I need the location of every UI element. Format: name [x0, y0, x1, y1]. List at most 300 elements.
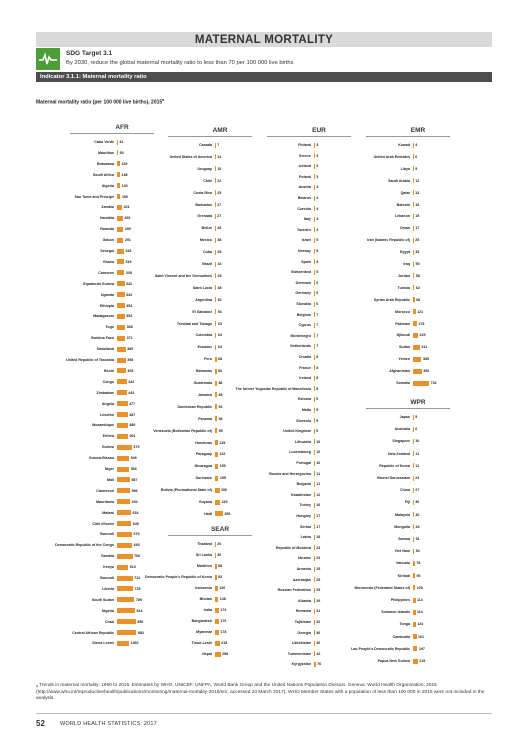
mmr-value-label: 6	[415, 154, 418, 159]
mmr-value-label: 398	[127, 358, 134, 362]
country-row	[310, 620, 410, 628]
mmr-value-label: 92	[218, 404, 223, 409]
country-label: Grenada	[197, 214, 212, 219]
country-label: Republic of Korea	[379, 463, 410, 468]
mmr-bar	[413, 333, 418, 338]
country-row	[14, 138, 114, 146]
country-label: Burundi	[100, 532, 114, 537]
country-row	[211, 533, 311, 541]
mmr-value-label: 23	[316, 545, 321, 550]
country-row	[211, 173, 311, 181]
country-row	[112, 320, 212, 328]
mmr-value-label: 23	[415, 476, 420, 480]
country-row	[112, 367, 212, 375]
country-label: Eritrea	[102, 434, 114, 439]
country-label: Argentina	[195, 297, 212, 302]
mmr-value-label: 814	[136, 608, 143, 613]
country-label: Central African Republic	[72, 630, 114, 635]
mmr-value-label: 693	[133, 543, 140, 548]
country-label: Iran (Islamic Republic of)	[367, 238, 410, 243]
country-row	[112, 562, 212, 570]
country-row	[112, 201, 212, 209]
country-row	[112, 236, 212, 244]
mmr-value-label: 7	[316, 323, 319, 328]
country-row	[14, 193, 114, 201]
mmr-value-label: 54	[217, 309, 222, 314]
country-label: Democratic People's Republic of Korea	[145, 575, 212, 579]
region-heading-wpr: WPR	[410, 399, 426, 406]
mmr-value-label: 7	[316, 312, 319, 317]
country-row	[14, 225, 114, 233]
mmr-value-label: 3	[316, 174, 319, 179]
mmr-value-label: 64	[217, 333, 222, 338]
country-label: Togo	[105, 325, 114, 330]
mmr-value-label: 335	[125, 270, 132, 275]
country-row	[112, 189, 212, 197]
mmr-value-label: 4	[316, 227, 319, 232]
country-row	[14, 291, 114, 299]
country-row	[14, 607, 114, 615]
country-row	[211, 385, 311, 393]
mmr-value-label: 124	[417, 622, 424, 627]
mmr-value-label: 5	[316, 259, 319, 264]
country-row	[310, 596, 410, 604]
mmr-value-label: 215	[419, 659, 426, 663]
country-row	[211, 162, 311, 170]
country-row	[14, 323, 114, 331]
country-row	[211, 586, 311, 594]
country-row	[310, 486, 410, 494]
country-row	[211, 639, 311, 647]
country-row	[310, 657, 410, 665]
country-label: Afghanistan	[389, 369, 410, 374]
country-row	[211, 342, 311, 350]
country-row	[112, 153, 212, 161]
indicator-bar: Indicator 3.1.1: Maternal mortality ratio	[36, 72, 492, 82]
country-row	[211, 194, 311, 202]
mmr-value-label: 4	[316, 217, 319, 222]
country-label: Senegal	[100, 249, 114, 253]
country-row	[211, 258, 311, 266]
country-label: Croatia	[298, 355, 311, 359]
country-row	[112, 272, 212, 280]
country-row	[310, 367, 410, 375]
country-label: Brunei Darussalam	[377, 476, 410, 480]
country-row	[310, 272, 410, 280]
mmr-bar	[413, 659, 418, 664]
country-label: Syrian Arab Republic	[373, 297, 410, 302]
mmr-value-label: 5	[316, 249, 319, 253]
country-label: Israel	[301, 238, 311, 243]
country-label: Poland	[299, 174, 311, 179]
country-label: Norway	[298, 249, 311, 253]
country-row	[211, 215, 311, 223]
region-heading-emr: EMR	[410, 127, 426, 134]
mmr-value-label: 25	[316, 567, 321, 571]
mmr-value-label: 679	[133, 532, 140, 537]
country-row	[211, 236, 311, 244]
mmr-value-label: 25	[217, 190, 222, 195]
country-row	[112, 639, 212, 647]
country-label: Bangladesh	[191, 619, 212, 623]
mmr-value-label: 3	[316, 164, 319, 169]
country-label: Guinea-Bissau	[88, 456, 114, 461]
country-row	[112, 379, 212, 387]
mmr-value-label: 36	[316, 641, 321, 646]
country-label: United Kingdom	[283, 429, 311, 434]
country-label: Malawi	[102, 510, 114, 515]
country-row	[310, 177, 410, 185]
mmr-value-label: 229	[221, 500, 228, 504]
country-row	[211, 417, 311, 425]
mmr-value-label: 15	[217, 166, 222, 171]
mmr-value-label: 6	[415, 427, 418, 432]
country-row	[14, 639, 114, 647]
country-label: Luxembourg	[289, 450, 311, 455]
country-row	[310, 523, 410, 531]
country-label: Equatorial Guinea	[83, 281, 114, 286]
mmr-value-label: 27	[217, 202, 222, 207]
mmr-value-label: 206	[221, 488, 228, 493]
mmr-value-label: 42	[119, 140, 124, 144]
country-label: Austria	[298, 185, 311, 190]
country-label: Pakistan	[395, 321, 410, 326]
country-row	[211, 618, 311, 626]
mmr-value-label: 126	[219, 586, 226, 590]
country-label: Paraguay	[195, 452, 212, 457]
sdg-goal-3-heartbeat-icon	[36, 48, 60, 70]
country-row	[211, 554, 311, 562]
mmr-value-label: 40	[415, 512, 420, 517]
country-row	[14, 236, 114, 244]
mmr-value-label: 343	[126, 292, 133, 297]
mmr-value-label: 3	[316, 143, 319, 147]
country-row	[211, 660, 311, 668]
country-row	[112, 439, 212, 447]
mmr-value-label: 882	[137, 630, 144, 635]
mmr-bar	[314, 386, 315, 391]
country-row	[14, 389, 114, 397]
country-label: Saint Lucia	[192, 285, 212, 290]
country-row	[211, 438, 311, 446]
country-label: Guatemala	[193, 381, 212, 385]
country-label: Lesotho	[100, 412, 114, 417]
country-label: Solomon Islands	[381, 610, 410, 615]
mmr-bar	[413, 549, 414, 554]
country-label: Cameroon	[96, 488, 114, 493]
country-label: Guinea	[101, 445, 114, 450]
mmr-value-label: 25	[316, 577, 321, 582]
mmr-value-label: 25	[415, 238, 420, 243]
mmr-value-label: 28	[217, 226, 222, 231]
mmr-value-label: 17	[316, 524, 321, 529]
mmr-value-label: 12	[316, 492, 321, 497]
mmr-value-label: 487	[129, 412, 136, 417]
country-row	[14, 280, 114, 288]
mmr-value-label: 38	[217, 238, 222, 243]
country-row	[14, 596, 114, 604]
mmr-value-label: 553	[130, 467, 137, 471]
footer-divider	[36, 713, 492, 714]
mmr-bar	[413, 297, 415, 302]
country-row	[112, 415, 212, 423]
country-label: Singapore	[392, 439, 410, 444]
country-label: Burundi	[100, 576, 114, 580]
country-row	[211, 523, 311, 531]
country-row	[14, 421, 114, 429]
country-label: Gabon	[102, 238, 114, 243]
country-row	[211, 597, 311, 605]
mmr-bar	[413, 439, 414, 444]
mmr-value-label: 90	[416, 573, 421, 578]
country-label: Congo	[102, 379, 114, 384]
country-label: Timor-Leste	[191, 641, 212, 645]
mmr-value-label: 82	[218, 575, 223, 579]
country-row	[14, 171, 114, 179]
country-label: Finland	[298, 143, 311, 147]
country-label: Egypt	[400, 250, 410, 255]
country-label: Honduras	[195, 440, 212, 445]
country-row	[211, 544, 311, 552]
country-row	[310, 450, 410, 458]
mmr-value-label: 732	[430, 381, 437, 385]
country-row	[112, 343, 212, 351]
country-row	[112, 450, 212, 458]
mmr-value-label: 161	[418, 634, 425, 639]
country-label: Niger	[104, 467, 114, 471]
mmr-value-label: 8	[316, 355, 319, 359]
mmr-value-label: 587	[131, 477, 138, 482]
mmr-bar	[413, 357, 421, 362]
country-label: Spain	[301, 259, 311, 264]
country-row	[112, 551, 212, 559]
sdg-target-description: By 2030, reduce the global maternal mortality ratio to less than 70 per 100 000 live births	[66, 60, 294, 66]
mmr-value-label: 178	[220, 630, 227, 634]
mmr-value-label: 11	[316, 471, 321, 476]
country-row	[112, 462, 212, 470]
country-row	[112, 141, 212, 149]
country-label: Benin	[104, 368, 114, 373]
country-label: Ukraine	[297, 556, 311, 561]
country-row	[310, 355, 410, 363]
country-label: Barbados	[195, 202, 212, 207]
region-heading-amr: AMR	[212, 127, 228, 134]
mmr-value-label: 10	[316, 439, 321, 444]
country-label: Bosnia and Herzegovina	[269, 471, 311, 476]
country-row	[310, 425, 410, 433]
mmr-value-label: 10	[316, 450, 321, 455]
mmr-bar	[413, 238, 414, 243]
mmr-value-label: 94	[218, 416, 223, 421]
country-row	[310, 236, 410, 244]
mmr-bar	[413, 512, 414, 517]
country-label: Kuwait	[398, 143, 410, 147]
mmr-bar	[413, 537, 414, 542]
mmr-bar	[413, 488, 414, 493]
mmr-value-label: 549	[130, 456, 137, 461]
country-row	[14, 182, 114, 190]
country-row	[112, 650, 212, 658]
mmr-bar	[413, 250, 414, 255]
mmr-value-label: 4	[415, 143, 418, 147]
mmr-value-label: 291	[124, 238, 131, 243]
country-row	[310, 189, 410, 197]
country-label: Bahrain	[396, 202, 410, 207]
country-label: Serbia	[300, 524, 311, 529]
mmr-value-label: 371	[126, 336, 133, 341]
country-label: Hungary	[296, 514, 311, 518]
country-row	[211, 205, 311, 213]
mmr-value-label: 725	[134, 586, 141, 591]
mmr-value-label: 68	[218, 357, 222, 362]
mmr-value-label: 89	[218, 392, 223, 397]
country-row	[14, 356, 114, 364]
country-label: Sri Lanka	[195, 553, 212, 557]
mmr-bar	[413, 573, 415, 578]
mmr-value-label: 602	[131, 499, 138, 504]
country-label: Viet Nam	[394, 549, 410, 554]
country-row	[310, 572, 410, 580]
country-label: Belgium	[296, 312, 311, 317]
mmr-value-label: 13	[415, 190, 420, 195]
country-row	[14, 552, 114, 560]
country-label: Tunisia	[397, 285, 410, 290]
country-label: Montenegro	[290, 333, 311, 338]
mmr-value-label: 11	[316, 482, 321, 487]
mmr-value-label: 44	[415, 524, 420, 529]
country-label: Latvia	[300, 535, 311, 540]
country-label: Maldives	[196, 564, 212, 568]
region-heading-rule	[168, 136, 252, 137]
country-row	[310, 224, 410, 232]
mmr-value-label: 9	[316, 397, 319, 402]
mmr-value-label: 50	[415, 262, 420, 266]
country-label: Jordan	[398, 273, 410, 278]
mmr-bar	[413, 561, 415, 566]
mmr-bar	[314, 397, 315, 402]
mmr-value-label: 311	[421, 345, 428, 350]
country-label: Sierra Leone	[92, 641, 114, 646]
country-label: Bhutan	[199, 597, 212, 601]
country-row	[14, 585, 114, 593]
country-label: Portugal	[296, 461, 311, 465]
mmr-value-label: 7	[316, 344, 319, 349]
mmr-bar	[413, 273, 414, 278]
country-row	[14, 269, 114, 277]
country-label: Nicaragua	[194, 464, 212, 469]
country-label: Brazil	[202, 262, 212, 266]
mmr-value-label: 148	[219, 597, 226, 601]
country-label: Democratic Republic of the Congo	[55, 543, 114, 548]
country-label: Jamaica	[197, 392, 212, 397]
mmr-value-label: 54	[415, 549, 420, 554]
country-row	[112, 510, 212, 518]
mmr-bar	[413, 226, 414, 231]
country-row	[14, 520, 114, 528]
country-row	[211, 607, 311, 615]
country-label: Liberia	[102, 586, 114, 591]
country-row	[211, 364, 311, 372]
country-row	[14, 476, 114, 484]
country-row	[211, 300, 311, 308]
mmr-bar	[413, 166, 414, 171]
country-label: Haiti	[204, 511, 212, 516]
mmr-value-label: 5	[316, 270, 319, 275]
country-label: Mauritania	[96, 499, 114, 504]
country-row	[14, 400, 114, 408]
country-row	[310, 331, 410, 339]
country-row	[310, 584, 410, 592]
mmr-value-label: 5	[415, 415, 418, 419]
country-label: Uruguay	[197, 166, 212, 171]
country-row	[112, 248, 212, 256]
country-label: Papua New Guinea	[377, 659, 410, 663]
region-heading-rule	[366, 408, 450, 409]
mmr-value-label: 11	[415, 463, 420, 468]
country-label: Morocco	[395, 309, 410, 314]
mmr-value-label: 27	[415, 488, 420, 493]
mmr-value-label: 353	[126, 314, 133, 319]
country-label: Sudan	[399, 345, 410, 350]
mmr-bar	[413, 178, 414, 183]
mmr-value-label: 52	[217, 297, 222, 302]
country-row	[211, 512, 311, 520]
mmr-bar	[413, 524, 414, 529]
mmr-value-label: 477	[129, 401, 136, 406]
country-label: France	[299, 365, 311, 370]
country-label: Estonia	[298, 397, 311, 402]
country-label: Ireland	[299, 376, 311, 381]
country-label: Greece	[298, 153, 311, 158]
mmr-value-label: 215	[221, 641, 228, 645]
country-label: Burkina Faso	[91, 336, 114, 341]
country-label: Angola	[101, 401, 114, 406]
mmr-value-label: 44	[217, 262, 222, 266]
mmr-bar	[117, 521, 131, 526]
mmr-bar	[413, 154, 414, 159]
country-row	[14, 411, 114, 419]
mmr-value-label: 396	[423, 369, 430, 374]
mmr-value-label: 30	[415, 500, 420, 505]
country-label: Tonga	[399, 622, 410, 627]
country-row	[14, 465, 114, 473]
country-row	[310, 308, 410, 316]
country-row	[14, 487, 114, 495]
country-row	[14, 258, 114, 266]
country-row	[310, 511, 410, 519]
country-label: Zimbabwe	[96, 390, 114, 395]
mmr-value-label: 68	[416, 297, 420, 302]
country-label: Philippines	[390, 598, 410, 602]
country-row	[310, 284, 410, 292]
country-row	[112, 296, 212, 304]
mmr-value-label: 100	[416, 585, 423, 590]
country-row	[14, 312, 114, 320]
mmr-value-label: 63	[217, 321, 222, 326]
country-label: Djibouti	[396, 333, 410, 338]
mmr-bar	[413, 381, 429, 386]
mmr-value-label: 62	[415, 285, 420, 290]
mmr-value-label: 353	[126, 303, 133, 308]
country-row	[112, 617, 212, 625]
country-row	[310, 212, 410, 220]
mmr-value-label: 174	[220, 608, 227, 612]
mmr-value-label: 1360	[130, 641, 139, 646]
country-row	[14, 530, 114, 538]
mmr-bar	[413, 610, 416, 615]
country-label: Myanmar	[196, 630, 212, 634]
country-label: Sweden	[297, 227, 311, 232]
